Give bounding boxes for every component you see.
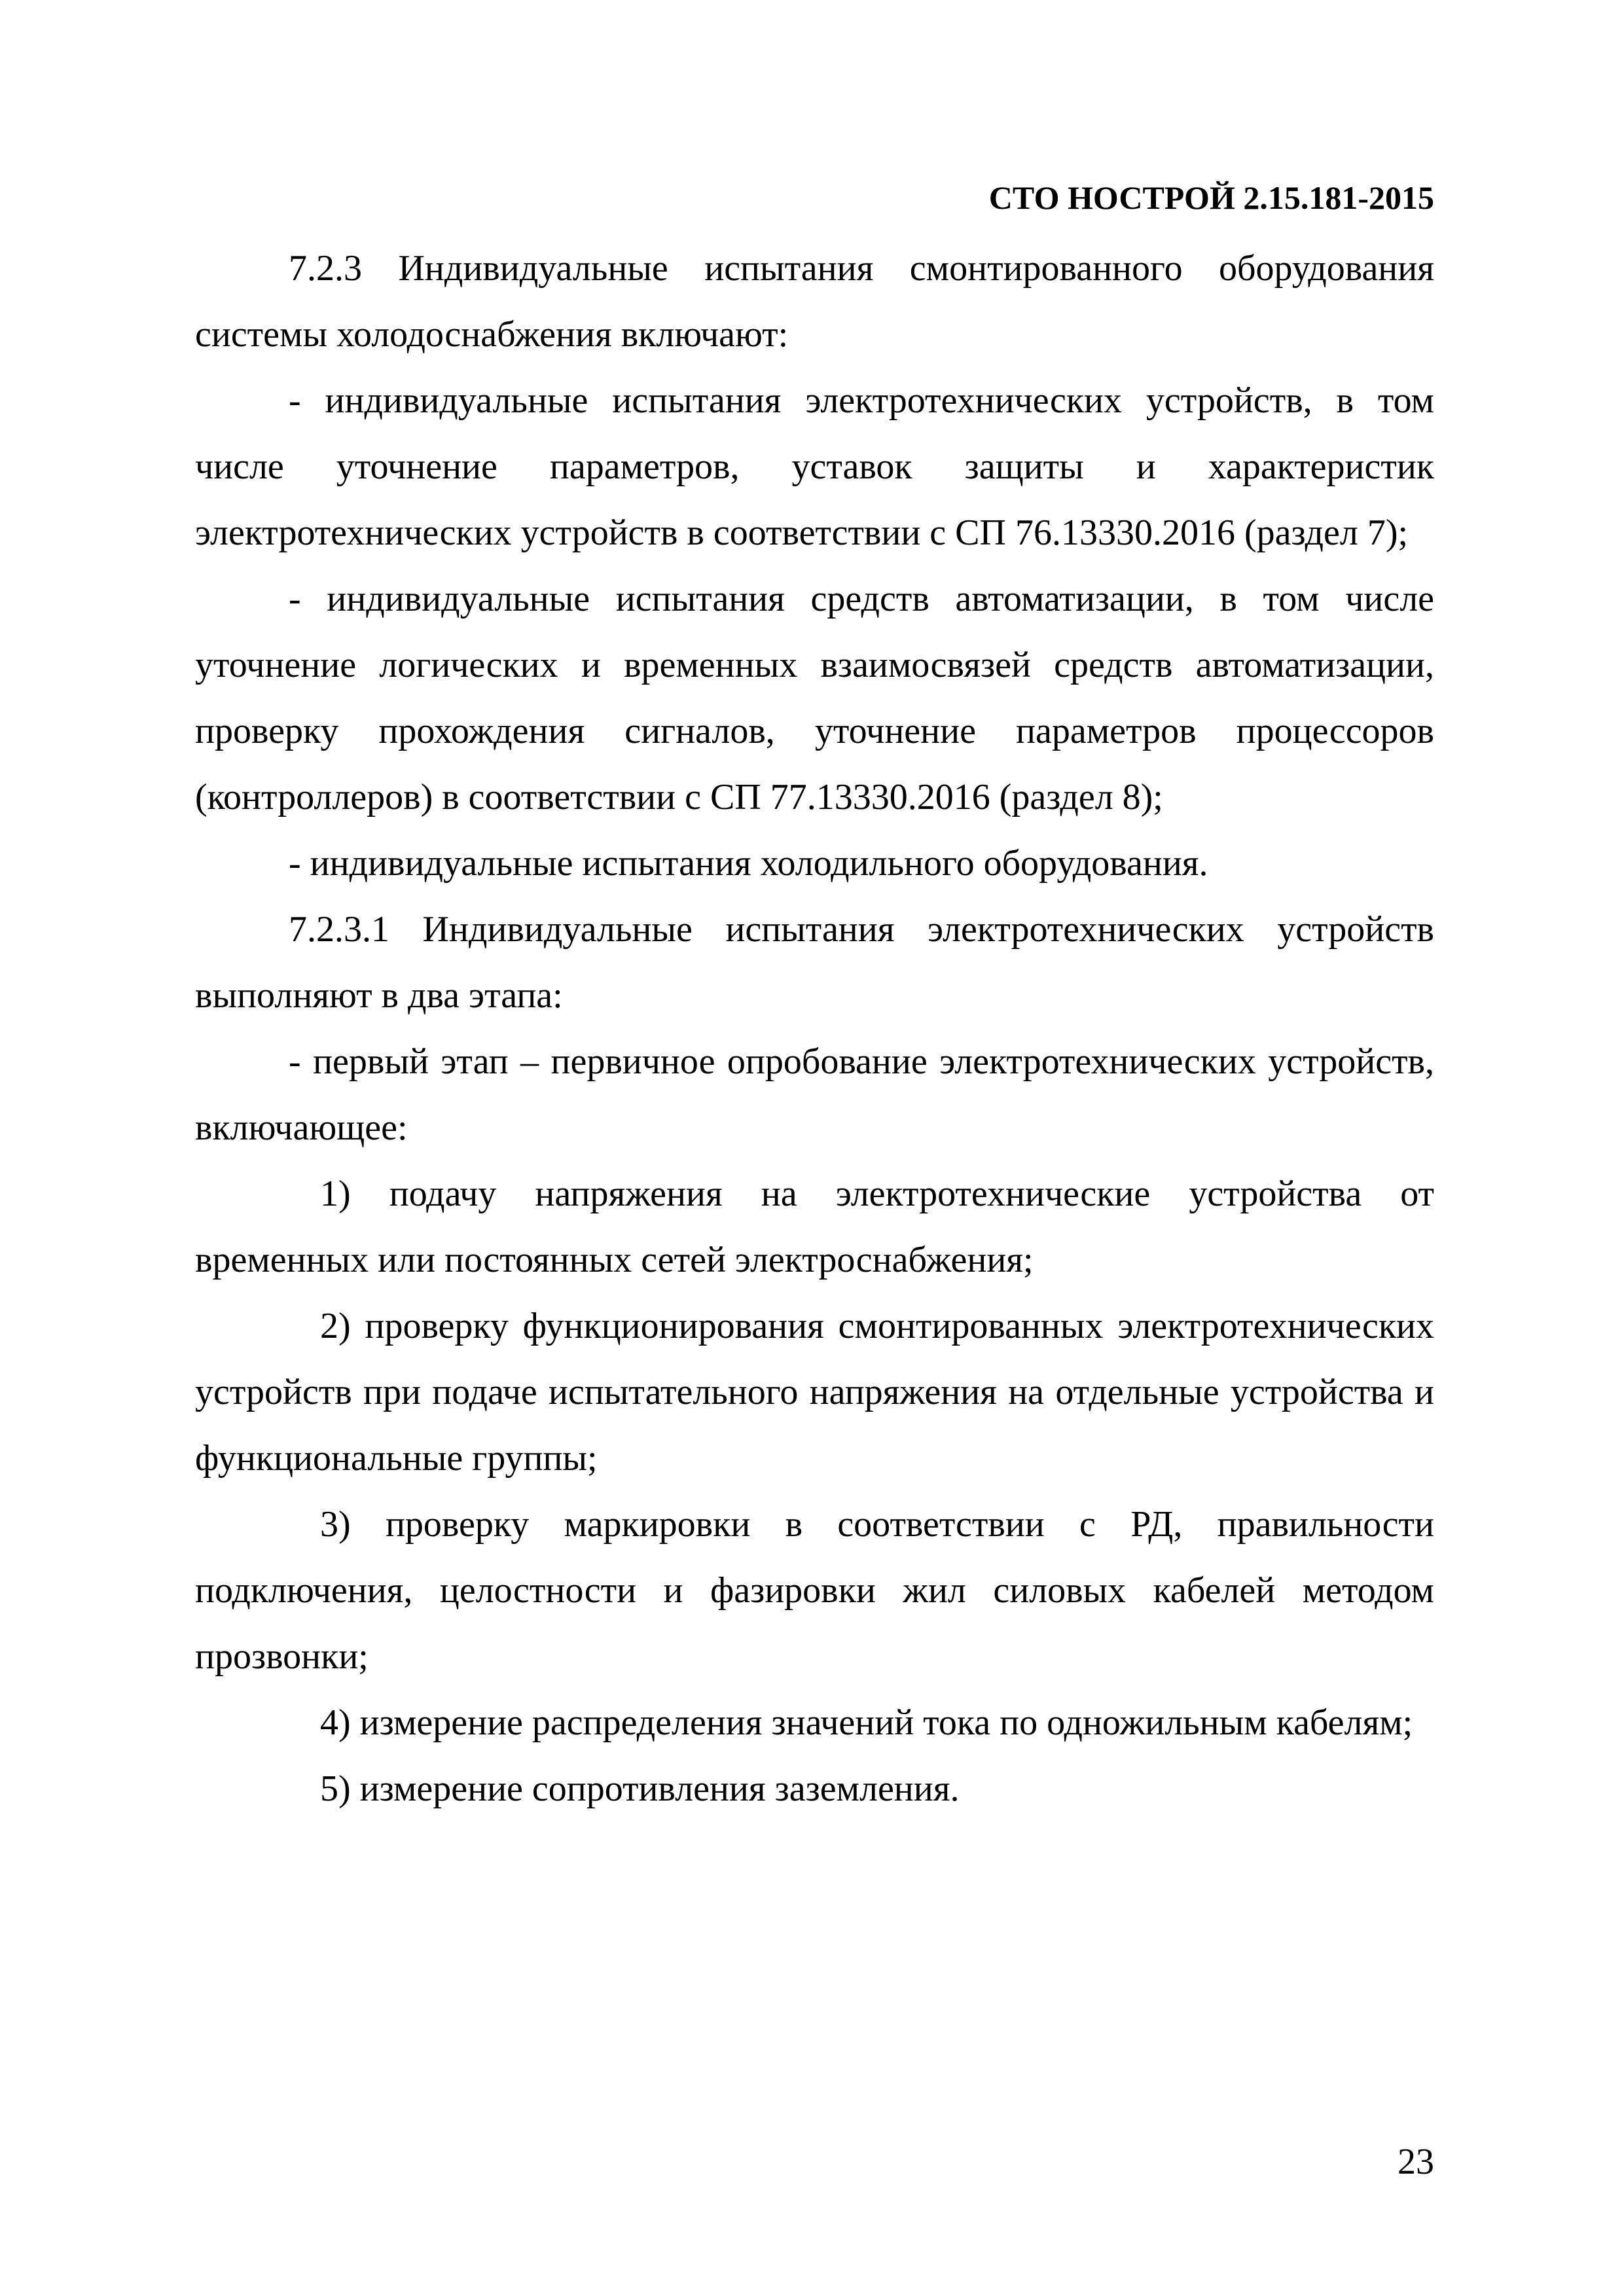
numbered-item-1: 1) подачу напряжения на электротехнические устройства от временных или постоянных сетей электроснабжения; (195, 1174, 1434, 1280)
paragraph-7-2-3: 7.2.3 Индивидуальные испытания смонтированного оборудования системы холодоснабжения включают: (195, 248, 1434, 355)
list-item-electrotechnical-tests: - индивидуальные испытания электротехнических устройств, в том числе уточнение параметров, уставок защиты и характеристик электротехнических устройств в соответствии с СП 76.13330.2016 (раздел 7); (195, 380, 1434, 553)
numbered-item-4: 4) измерение распределения значений тока по одножильным кабелям; (320, 1702, 1413, 1743)
numbered-item-5: 5) измерение сопротивления заземления. (320, 1768, 960, 1809)
document-body (195, 236, 1434, 1822)
page-number: 23 (1398, 2142, 1434, 2182)
list-item-automation-tests: - индивидуальные испытания средств автоматизации, в том числе уточнение логических и временных взаимосвязей средств автоматизации, проверку прохождения сигналов, уточнение параметров процессоров (контроллеров) в соответствии с СП 77.13330.2016 (раздел 8); (195, 579, 1434, 817)
list-item-refrigeration-tests: - индивидуальные испытания холодильного оборудования. (289, 843, 1208, 884)
numbered-item-2: 2) проверку функционирования смонтированных электротехнических устройств при подаче испытательного напряжения на отдельные устройства и функциональные группы; (195, 1306, 1434, 1479)
paragraph-7-2-3-1: 7.2.3.1 Индивидуальные испытания электротехнических устройств выполняют в два этапа: (195, 909, 1434, 1016)
list-item-first-stage: - первый этап – первичное опробование электротехнических устройств, включающее: (195, 1041, 1434, 1148)
document-header: СТО НОСТРОЙ 2.15.181-2015 (988, 179, 1434, 216)
numbered-item-3: 3) проверку маркировки в соответствии с РД, правильности подключения, целостности и фазировки жил силовых кабелей методом прозвонки; (195, 1504, 1434, 1677)
